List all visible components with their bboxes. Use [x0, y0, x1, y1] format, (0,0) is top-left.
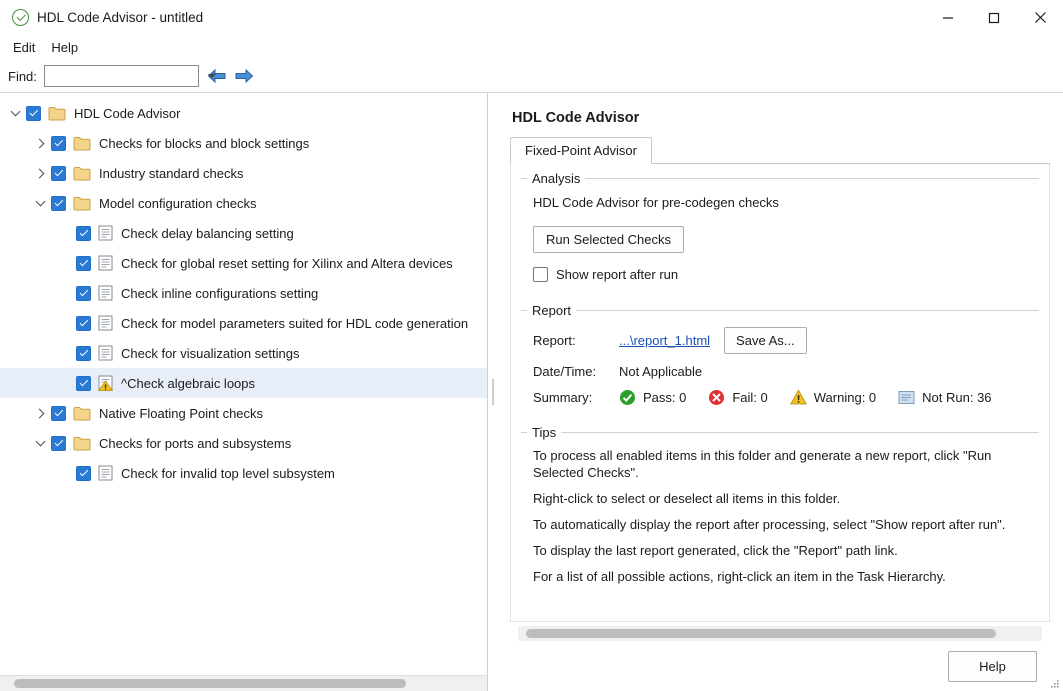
document-icon: [98, 225, 113, 241]
title-bar: [0, 0, 1063, 36]
tree-item-checkbox[interactable]: [76, 316, 91, 331]
tree-twisty-spacer: [54, 218, 76, 248]
minimize-button[interactable]: [925, 0, 971, 36]
find-toolbar: [0, 60, 1063, 93]
report-group-body: [529, 311, 1031, 406]
tree-twisty-spacer: [54, 248, 76, 278]
tips-group-body: [529, 433, 1031, 585]
tree-row[interactable]: [0, 398, 487, 428]
summary-label: Summary:: [533, 390, 593, 405]
folder-icon: [73, 406, 91, 421]
analysis-description: HDL Code Advisor for pre-codegen checks: [533, 195, 779, 210]
chevron-down-icon[interactable]: [29, 188, 51, 218]
datetime-value: Not Applicable: [619, 364, 703, 379]
document-icon: [98, 315, 113, 331]
help-button[interactable]: Help: [948, 651, 1037, 682]
task-hierarchy-pane: [0, 93, 488, 691]
tree-row-label: Check delay balancing setting: [121, 225, 294, 241]
tree-row-label: Check for model parameters suited for HDL code generation: [121, 315, 469, 331]
folder-icon: [73, 196, 91, 211]
find-label: Find:: [8, 68, 37, 84]
tree-item-checkbox[interactable]: [51, 436, 66, 451]
window-title: HDL Code Advisor - untitled: [37, 10, 204, 25]
title-bar-left: [0, 9, 925, 26]
warning-icon: [790, 389, 807, 406]
tree-scroll-thumb[interactable]: [14, 679, 406, 688]
tab-strip: [510, 137, 1050, 164]
summary-warning-text: Warning: 0: [813, 390, 877, 405]
show-report-after-run-label: Show report after run: [556, 267, 679, 282]
details-pane: [498, 93, 1063, 691]
report-value-row: [619, 327, 1031, 354]
tree-row-label: Industry standard checks: [99, 165, 244, 181]
main-body: [0, 93, 1063, 691]
tree-row-label: Check for invalid top level subsystem: [121, 465, 335, 481]
tree-item-checkbox[interactable]: [76, 256, 91, 271]
tree-row-label: Checks for blocks and block settings: [99, 135, 310, 151]
find-combobox[interactable]: [44, 65, 199, 87]
tree-row[interactable]: [0, 428, 487, 458]
summary-fail-text: Fail: 0: [732, 390, 768, 405]
report-group: [521, 303, 1039, 418]
summary-not-run: [898, 389, 991, 406]
document-icon: [98, 345, 113, 361]
tree-row[interactable]: [0, 368, 487, 398]
tree-item-checkbox[interactable]: [76, 286, 91, 301]
tree-item-checkbox[interactable]: [51, 136, 66, 151]
notrun-icon: [898, 389, 915, 406]
run-selected-checks-button[interactable]: Run Selected Checks: [533, 226, 684, 253]
summary-items: [619, 389, 1031, 406]
tip-line: To process all enabled items in this folder and generate a new report, click "Run Selected Checks".: [533, 448, 992, 480]
show-report-after-run-checkbox[interactable]: [533, 267, 548, 282]
arrow-right-icon[interactable]: [234, 65, 256, 87]
report-details-grid: [533, 327, 1031, 406]
find-input[interactable]: [45, 66, 208, 86]
fail-icon: [708, 389, 725, 406]
report-path-link[interactable]: ...\report_1.html: [619, 333, 711, 348]
tree-row[interactable]: [0, 128, 487, 158]
tree-item-checkbox[interactable]: [76, 466, 91, 481]
tree-item-checkbox[interactable]: [51, 406, 66, 421]
document-icon: [98, 465, 113, 481]
pass-icon: [619, 389, 636, 406]
folder-icon: [73, 436, 91, 451]
tree-row[interactable]: [0, 458, 487, 488]
datetime-label: Date/Time:: [533, 364, 597, 379]
tree-row-label: Check for global reset setting for Xilinx and Altera devices: [121, 255, 453, 271]
document-warning-icon: [98, 375, 113, 391]
summary-warning: [790, 389, 876, 406]
tree-item-checkbox[interactable]: [76, 346, 91, 361]
folder-icon: [73, 136, 91, 151]
folder-icon: [73, 166, 91, 181]
chevron-right-icon[interactable]: [29, 128, 51, 158]
tree-row-label: HDL Code Advisor: [74, 105, 181, 121]
resize-grip-icon[interactable]: [1048, 677, 1060, 689]
tree-item-checkbox[interactable]: [51, 166, 66, 181]
menu-item-edit[interactable]: Edit: [13, 40, 36, 55]
tree-row[interactable]: [0, 278, 487, 308]
report-group-title: Report: [527, 303, 576, 318]
tree-twisty-spacer: [54, 278, 76, 308]
chevron-down-icon[interactable]: [29, 428, 51, 458]
tree-row-label: Native Floating Point checks: [99, 405, 264, 421]
report-label: Report:: [533, 333, 576, 348]
chevron-down-icon[interactable]: [208, 66, 216, 86]
chevron-right-icon[interactable]: [29, 398, 51, 428]
tip-line: To display the last report generated, click the "Report" path link.: [533, 543, 898, 558]
document-icon: [98, 285, 113, 301]
tree-row-label: Check for visualization settings: [121, 345, 300, 361]
menu-bar: [0, 36, 1063, 60]
tree-item-checkbox[interactable]: [76, 226, 91, 241]
chevron-right-icon[interactable]: [29, 158, 51, 188]
details-scroll-area: [510, 164, 1050, 622]
tree-row[interactable]: [0, 308, 487, 338]
summary-pass: [619, 389, 686, 406]
tree-item-checkbox[interactable]: [76, 376, 91, 391]
tree-row[interactable]: [0, 158, 487, 188]
tips-group-title: Tips: [527, 425, 561, 440]
tree-twisty-spacer: [54, 458, 76, 488]
tip-line: To automatically display the report after processing, select "Show report after run".: [533, 517, 1006, 532]
splitter-grip: [492, 379, 494, 405]
tip-line: Right-click to select or deselect all items in this folder.: [533, 491, 841, 506]
details-horizontal-scrollbar[interactable]: [518, 626, 1042, 641]
tree-item-checkbox[interactable]: [51, 196, 66, 211]
analysis-group-title: Analysis: [527, 171, 585, 186]
tree-row[interactable]: [0, 338, 487, 368]
tree-row-label: Check inline configurations setting: [121, 285, 319, 301]
tree-row-label: Checks for ports and subsystems: [99, 435, 292, 451]
close-button[interactable]: [1017, 0, 1063, 36]
tree-row[interactable]: [0, 218, 487, 248]
summary-not-run-text: Not Run: 36: [922, 390, 992, 405]
menu-item-help[interactable]: Help: [51, 40, 79, 55]
analysis-group-body: [529, 179, 1031, 282]
footer-bar: [506, 641, 1050, 691]
save-as-button[interactable]: Save As...: [724, 327, 807, 354]
tree-row-label: ^Check algebraic loops: [121, 375, 256, 391]
window-controls: [925, 0, 1063, 36]
tree-twisty-spacer: [54, 368, 76, 398]
tree-item-checkbox[interactable]: [26, 106, 41, 121]
task-hierarchy-tree[interactable]: [0, 93, 487, 675]
tips-group: [521, 425, 1039, 604]
tree-twisty-spacer: [54, 308, 76, 338]
pane-splitter[interactable]: [488, 93, 498, 691]
summary-pass-text: Pass: 0: [643, 390, 687, 405]
chevron-down-icon[interactable]: [4, 98, 26, 128]
page-title: HDL Code Advisor: [512, 110, 640, 126]
folder-icon: [48, 106, 66, 121]
check-circle-icon: [12, 9, 29, 26]
tree-row-label: Model configuration checks: [99, 195, 257, 211]
maximize-button[interactable]: [971, 0, 1017, 36]
tree-row[interactable]: [0, 98, 487, 128]
tree-horizontal-scrollbar[interactable]: [0, 675, 487, 691]
document-icon: [98, 255, 113, 271]
tree-row[interactable]: [0, 248, 487, 278]
details-scroll-thumb[interactable]: [526, 629, 996, 638]
tip-line: For a list of all possible actions, right-click an item in the Task Hierarchy.: [533, 569, 946, 584]
tree-twisty-spacer: [54, 338, 76, 368]
tab-fixed-point-advisor[interactable]: Fixed-Point Advisor: [510, 137, 652, 164]
analysis-group: [521, 171, 1039, 296]
summary-fail: [708, 389, 767, 406]
show-report-after-run-row[interactable]: [533, 267, 1031, 282]
tree-row[interactable]: [0, 188, 487, 218]
